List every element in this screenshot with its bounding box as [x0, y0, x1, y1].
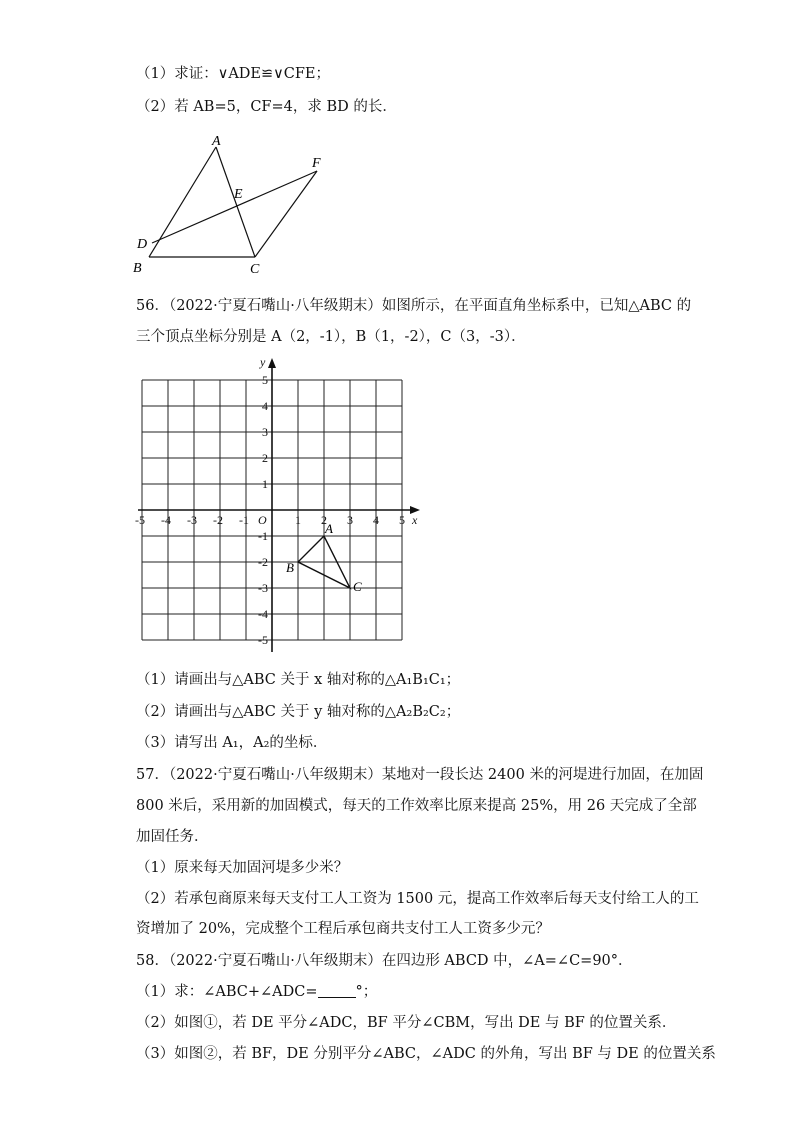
x-tick-label: -2 — [213, 513, 223, 527]
q58-part1-suffix: °； — [355, 984, 378, 1000]
coordinate-grid — [130, 352, 430, 662]
q57-part2-line2: 资增加了 20%，完成整个工程后承包商共支付工人工资多少元？ — [136, 921, 550, 937]
x-tick-label: -5 — [135, 513, 145, 527]
x-tick-label: 1 — [295, 513, 301, 527]
q57-stem-line2: 800 米后，采用新的加固模式，每天的工作效率比原来提高 25%，用 26 天完成了全部 — [136, 798, 697, 814]
x-axis-label: x — [412, 513, 418, 527]
q56-stem-line2: 三个顶点坐标分别是 A（2，-1），B（1，-2），C（3，-3）． — [136, 329, 526, 345]
x-tick-label: -4 — [161, 513, 171, 527]
x-tick-label: -3 — [187, 513, 197, 527]
x-tick-label: -1 — [239, 513, 249, 527]
y-tick-label: -3 — [258, 581, 268, 595]
y-tick-label: 4 — [262, 399, 268, 413]
q57-stem-line1: 57．（2022·宁夏石嘴山·八年级期末）某地对一段长达 2400 米的河堤进行加固，在加固 — [136, 767, 704, 783]
y-tick-label: 2 — [262, 451, 268, 465]
x-tick-label: 2 — [321, 513, 327, 527]
vertex-label-b: B — [286, 560, 294, 575]
x-tick-label: 5 — [399, 513, 405, 527]
q55-figure — [130, 130, 340, 280]
y-tick-label: -5 — [258, 633, 268, 647]
x-tick-label: 4 — [373, 513, 379, 527]
answer-blank[interactable] — [318, 983, 356, 998]
label-f: F — [312, 156, 321, 171]
q55-part1: （1）求证：∨ADE≌∨CFE； — [136, 66, 331, 82]
q58-part1 — [136, 982, 377, 1002]
y-axis-arrow — [268, 358, 276, 368]
label-d: D — [137, 237, 148, 252]
y-tick-label: -4 — [258, 607, 268, 621]
segment-ac — [216, 147, 255, 257]
q57-part1: （1）原来每天加固河堤多少米？ — [136, 860, 349, 876]
q55-part2: （2）若 AB=5，CF=4，求 BD 的长． — [136, 99, 397, 115]
label-b: B — [133, 261, 142, 276]
label-e: E — [234, 187, 243, 202]
y-tick-label: 1 — [262, 477, 268, 491]
q56-part2: （2）请画出与△ABC 关于 y 轴对称的△A₂B₂C₂； — [136, 704, 461, 720]
y-axis-label: y — [260, 355, 266, 369]
origin-label: O — [258, 513, 267, 527]
y-tick-label: 5 — [262, 373, 268, 387]
q56-part3: （3）请写出 A₁，A₂的坐标． — [136, 735, 328, 751]
q58-part2: （2）如图①，若 DE 平分∠ADC，BF 平分∠CBM，写出 DE 与 BF 的位置关系． — [136, 1015, 677, 1031]
q58-part1-text: （1）求：∠ABC+∠ADC= — [136, 984, 318, 1000]
y-tick-label: -1 — [258, 529, 268, 543]
q58-stem: 58．（2022·宁夏石嘴山·八年级期末）在四边形 ABCD 中，∠A=∠C=90°． — [136, 953, 633, 969]
segment-df — [152, 171, 317, 243]
vertex-label-a: A — [325, 521, 333, 536]
vertex-label-c: C — [353, 579, 362, 594]
q56-stem-line1: 56．（2022·宁夏石嘴山·八年级期末）如图所示，在平面直角坐标系中，已知△ABC 的 — [136, 298, 692, 314]
label-c: C — [250, 262, 260, 277]
y-tick-label: -2 — [258, 555, 268, 569]
x-tick-label: 3 — [347, 513, 353, 527]
q58-part3: （3）如图②，若 BF，DE 分别平分∠ABC，∠ADC 的外角，写出 BF 与 DE 的位置关系 — [136, 1046, 716, 1062]
label-a: A — [212, 134, 221, 149]
q56-part1: （1）请画出与△ABC 关于 x 轴对称的△A₁B₁C₁； — [136, 672, 461, 688]
q57-part2-line1: （2）若承包商原来每天支付工人工资为 1500 元，提高工作效率后每天支付给工人的工 — [136, 891, 699, 907]
y-tick-label: 3 — [262, 425, 268, 439]
q57-stem-line3: 加固任务． — [136, 829, 209, 845]
